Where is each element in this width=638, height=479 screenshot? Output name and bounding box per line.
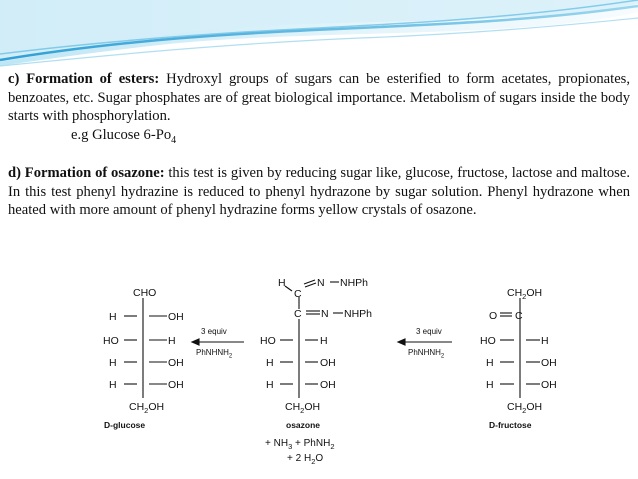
example-text: e.g Glucose 6-Po — [71, 126, 172, 143]
osazone-ch2oh: $CH_2OH$ — [285, 401, 321, 415]
osazone-row1-right: H — [320, 335, 328, 347]
osazone-body: this test is given by reducing sugar like, glucose, fructose, lactose and maltose. In this test phenyl hydrazine is reduced to phenyl hydrazone by sugar solution. Phenyl hydrazone when heated with more amount of phenyl hydrazine forms yellow crystals of osazone. — [8, 165, 630, 219]
osazone-row2-right: OH — [320, 357, 336, 369]
glucose-name: D-glucose — [104, 420, 146, 430]
fructose-row3-left: H — [486, 379, 494, 391]
glucose-row3-right: OH — [168, 357, 184, 369]
glucose-ch2oh: $CH_2OH$ — [129, 401, 165, 415]
left-reaction-arrow — [196, 327, 233, 360]
right-reaction-arrow — [408, 327, 445, 360]
osazone-row3-right: OH — [320, 379, 336, 391]
osazone-byproducts-line1: + $NH_3$ + PhNH$_2$ — [265, 438, 335, 451]
fructose-ch2oh-top: $CH_2OH$ — [507, 287, 543, 301]
glucose-row3-left: H — [109, 357, 117, 369]
osazone-c1: C — [294, 288, 302, 300]
osazone-nhph2: NHPh — [344, 308, 373, 320]
fructose-c: C — [515, 310, 523, 322]
fructose-o: O — [489, 310, 498, 322]
osazone-n2: N — [321, 308, 329, 320]
osazone-name: osazone — [286, 420, 321, 430]
glucose-phosphate-example — [71, 126, 630, 151]
example-subscript: 4 — [171, 134, 177, 146]
glucose-row1-right: OH — [168, 311, 184, 323]
osazone-n1: N — [317, 277, 325, 289]
osazone-formation-diagram — [0, 268, 638, 479]
slide-content — [8, 70, 630, 220]
fructose-row2-left: H — [486, 357, 494, 369]
fructose-row1-left: HO — [480, 335, 496, 347]
decorative-wave-banner — [0, 0, 638, 72]
paragraph-esters — [8, 70, 630, 126]
osazone-h: H — [278, 277, 286, 289]
fructose-row1-right: H — [541, 335, 549, 347]
left-arrow-bottom: PhNHNH$_2$ — [196, 348, 233, 360]
d-fructose-structure — [480, 287, 557, 430]
glucose-row4-left: H — [109, 379, 117, 391]
osazone-byproducts-line2: + 2 $H_2O$ — [287, 453, 324, 466]
glucose-cho: CHO — [133, 287, 157, 299]
fructose-row3-right: OH — [541, 379, 557, 391]
fructose-row2-right: OH — [541, 357, 557, 369]
right-arrow-top: 3 equiv — [416, 327, 442, 336]
osazone-row2-left: H — [266, 357, 274, 369]
glucose-row2-left: HO — [103, 335, 119, 347]
osazone-structure — [260, 277, 372, 466]
osazone-heading: d) Formation of osazone: — [8, 165, 165, 182]
right-arrow-bottom: PhNHNH$_2$ — [408, 348, 445, 360]
osazone-nhph1: NHPh — [340, 277, 369, 289]
osazone-row1-left: HO — [260, 335, 276, 347]
glucose-row1-left: H — [109, 311, 117, 323]
osazone-row3-left: H — [266, 379, 274, 391]
glucose-row4-right: OH — [168, 379, 184, 391]
glucose-row2-right: H — [168, 335, 176, 347]
left-arrow-top: 3 equiv — [201, 327, 227, 336]
esters-body: Hydroxyl groups of sugars can be esterified to form acetates, propionates, benzoates, etc. Sugar phosphates are of great biological importance. Metabolism of sugars inside the body starts with phosphorylation. — [8, 71, 631, 125]
fructose-ch2oh-bottom: $CH_2OH$ — [507, 401, 543, 415]
esters-heading: c) Formation of esters: — [8, 71, 160, 87]
paragraph-osazone — [8, 164, 630, 220]
osazone-c2: C — [294, 308, 302, 320]
fructose-name: D-fructose — [489, 420, 532, 430]
